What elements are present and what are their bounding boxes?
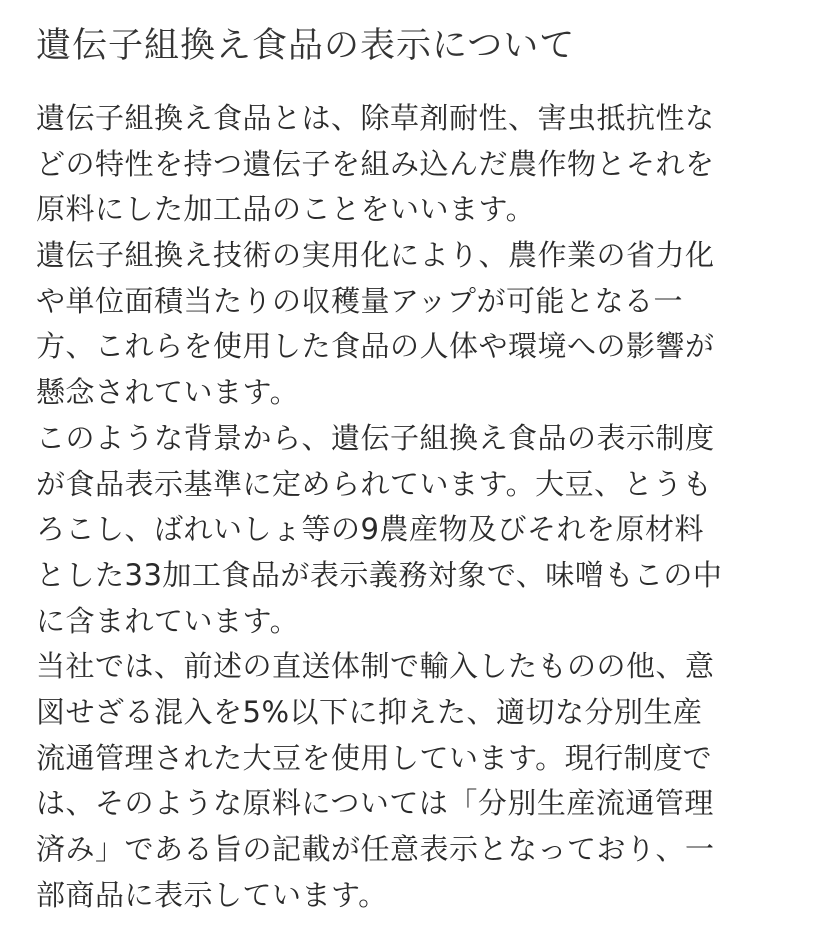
body-line: 部商品に表示しています。 xyxy=(36,877,388,912)
body-line: が食品表示基準に定められています。大豆、とうも xyxy=(36,466,713,501)
body-line: に含まれています。 xyxy=(36,603,300,638)
body-line: 済み」である旨の記載が任意表示となっており、一 xyxy=(36,832,715,866)
body-line: 方、これらを使用した食品の人体や環境への影響が xyxy=(36,329,715,364)
body-line: や単位面積当たりの収穫量アップが可能となる一 xyxy=(36,283,683,318)
body-line: どの特性を持つ遺伝子を組み込んだ農作物とそれを xyxy=(36,146,715,181)
body-line: ろこし、ばれいしょ等の9農産物及びそれを原材料 xyxy=(36,512,704,547)
page-title: 遺伝子組換え食品の表示について xyxy=(36,26,576,66)
body-line: 流通管理された大豆を使用しています。現行制度で xyxy=(36,740,713,775)
body-line: このような背景から、遺伝子組換え食品の表示制度 xyxy=(36,420,715,455)
body-line: 遺伝子組換え食品とは、除草剤耐性、害虫抵抗性な xyxy=(36,101,715,135)
body-line: 遺伝子組換え技術の実用化により、農作業の省力化 xyxy=(36,238,715,273)
body-line: 懸念されています。 xyxy=(36,375,300,410)
body-line: 原料にした加工品のことをいいます。 xyxy=(36,192,536,227)
article xyxy=(36,0,796,918)
article-body xyxy=(36,96,796,918)
body-line: 当社では、前述の直送体制で輸入したものの他、意 xyxy=(36,649,715,684)
body-line: は、そのような原料については「分別生産流通管理 xyxy=(36,786,714,821)
body-line: 図せざる混入を5%以下に抑えた、適切な分別生産 xyxy=(36,694,703,729)
body-line: とした33加工食品が表示義務対象で、味噌もこの中 xyxy=(36,557,723,592)
